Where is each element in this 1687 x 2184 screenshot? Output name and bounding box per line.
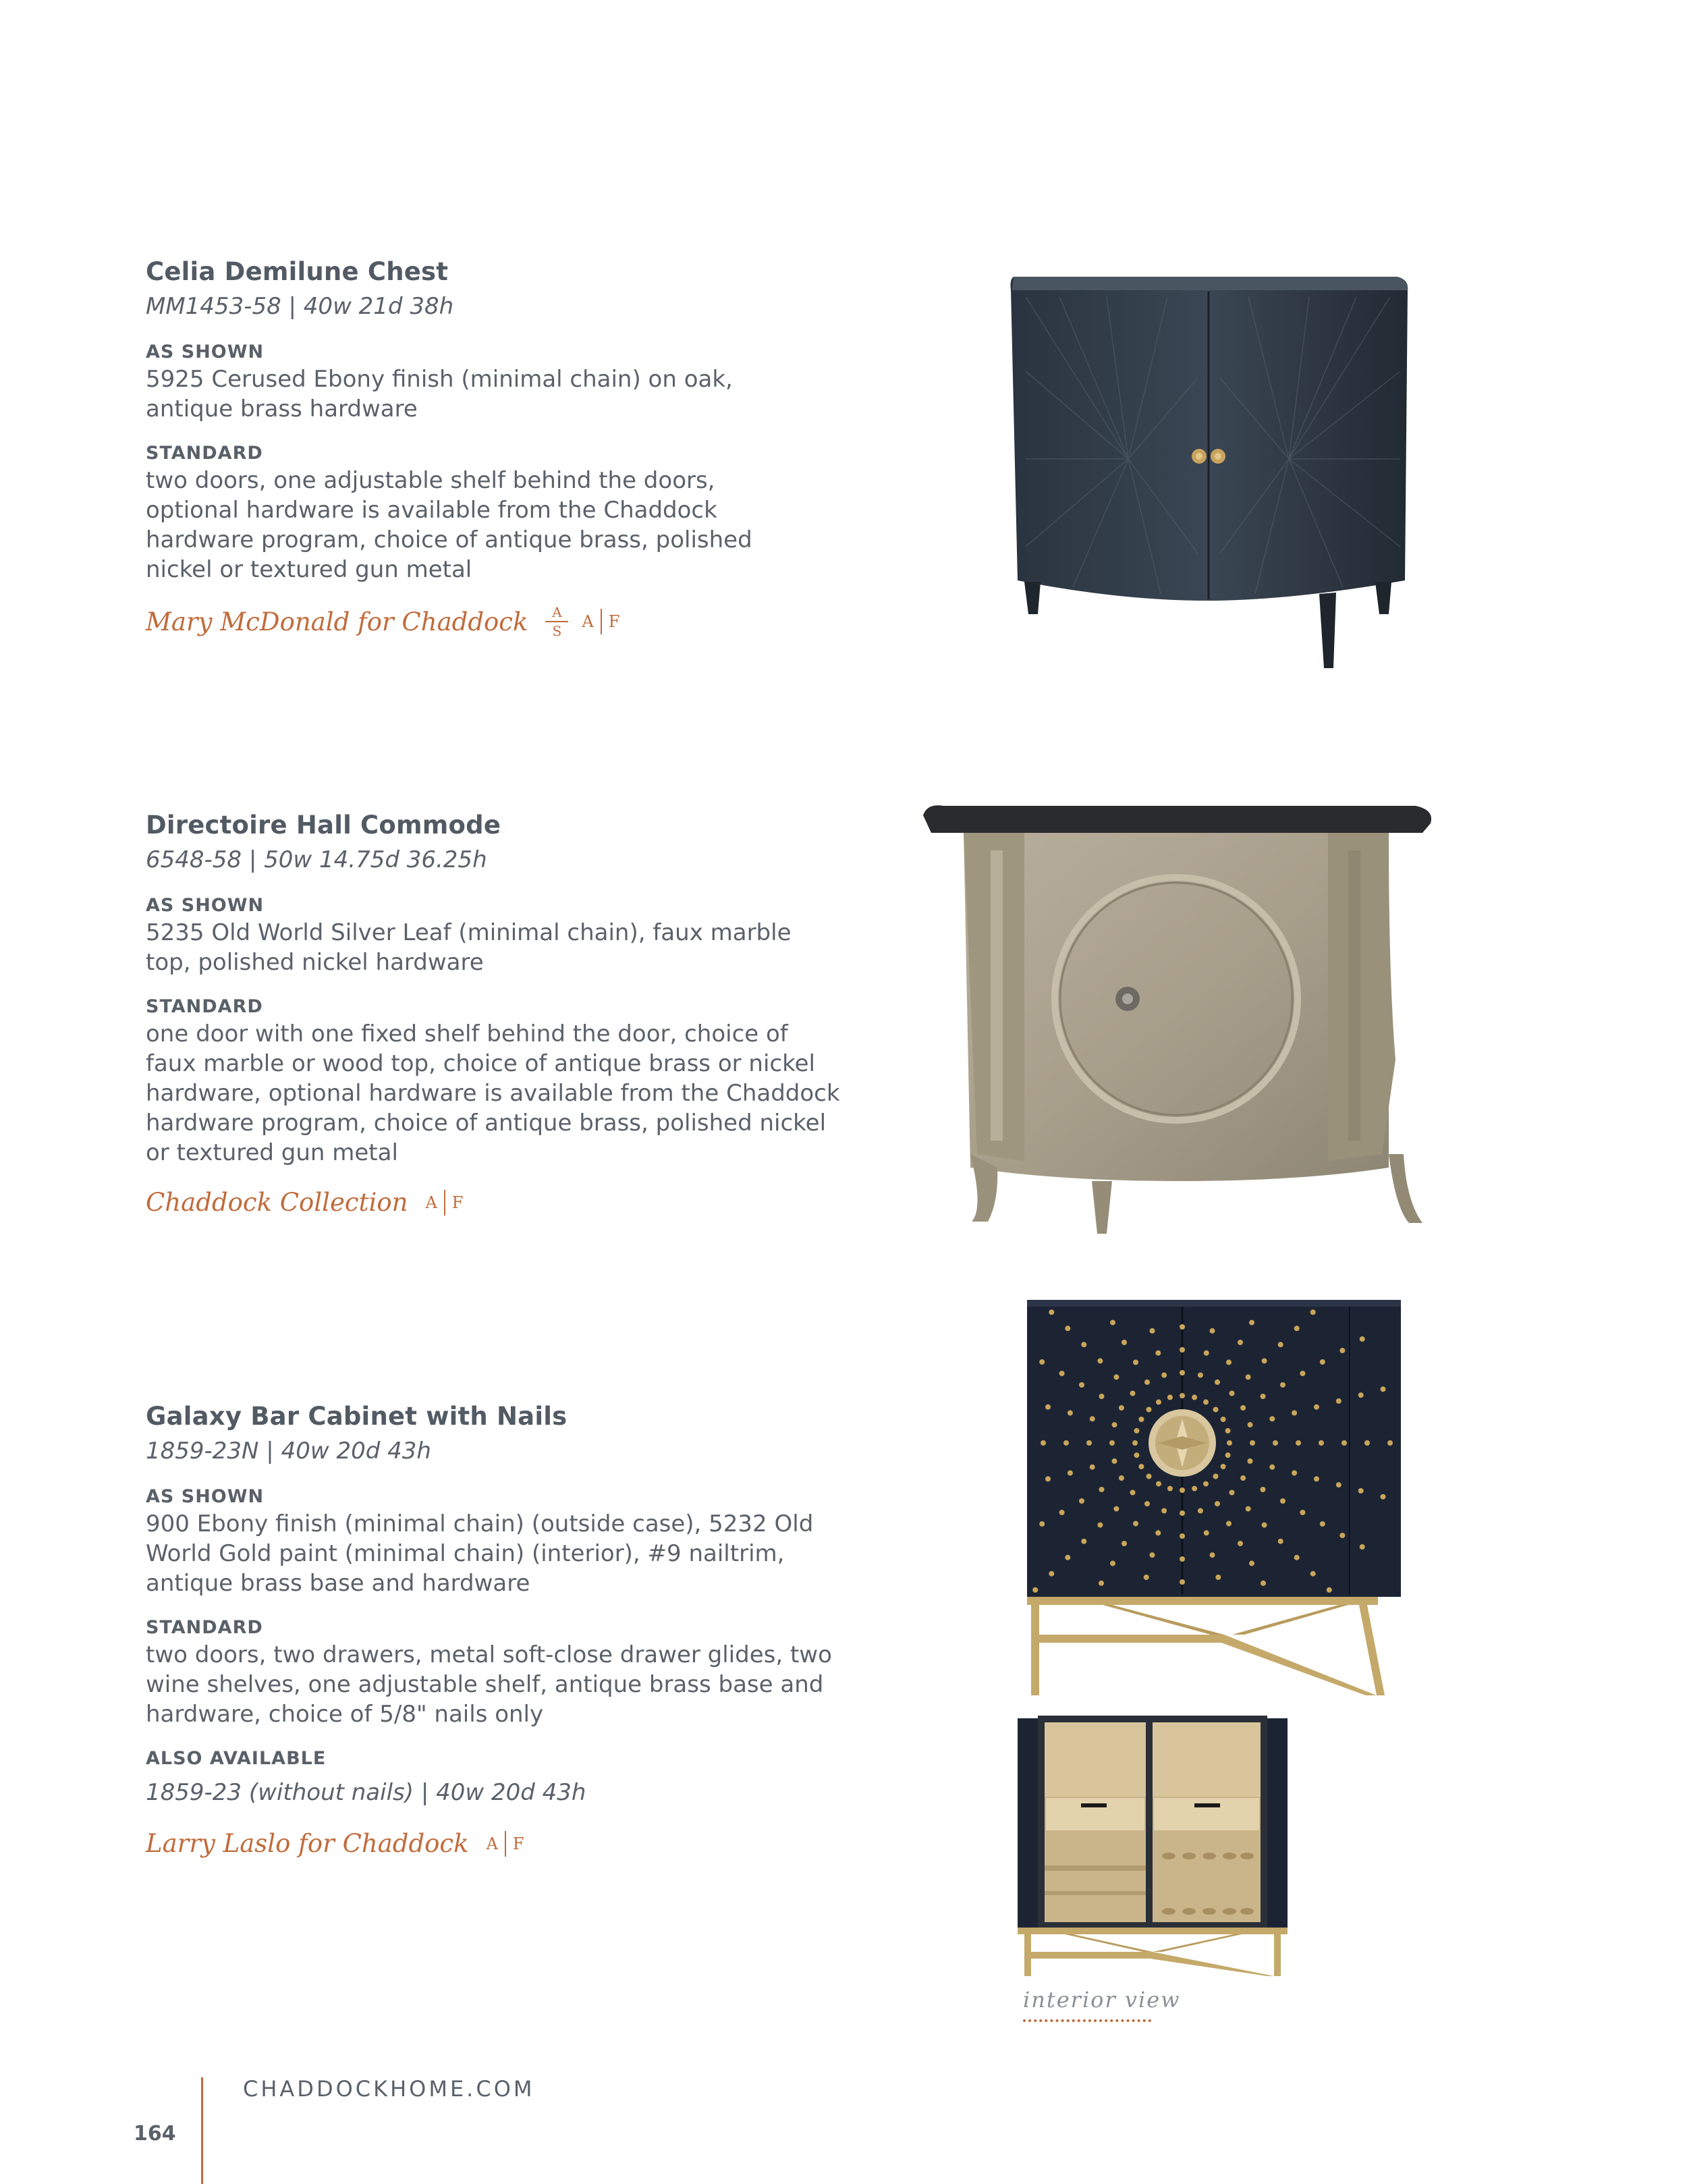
- footer-divider: [201, 2077, 203, 2184]
- product-galaxy-bar-cabinet: [146, 1401, 875, 1858]
- product-title: Galaxy Bar Cabinet with Nails: [146, 1402, 568, 1431]
- product-title: Celia Demilune Chest: [146, 257, 449, 286]
- standard-text: two doors, one adjustable shelf behind the doors, optional hardware is available from the Chaddock hardware program, choice of antique brass, polished nickel or textured gun metal: [146, 467, 752, 583]
- af-mark: A F: [582, 609, 619, 634]
- interior-view-caption: interior view: [1023, 1987, 1181, 2013]
- collection-marks: [425, 1190, 463, 1216]
- designer-line: [146, 1188, 875, 1217]
- designer-line: [146, 605, 875, 638]
- galaxy-cabinet-image: [1022, 1297, 1406, 1702]
- af-mark: A F: [487, 1831, 524, 1857]
- also-available-sku: 1859-23 (without nails) | 40w 20d 43h: [146, 1779, 586, 1806]
- standard-label: STANDARD: [146, 443, 263, 464]
- collection-marks: [487, 1831, 524, 1857]
- celia-chest-image: [1005, 270, 1410, 675]
- as-shown-text: 900 Ebony finish (minimal chain) (outside case), 5232 Old World Gold paint (minimal chain) (interior), #9 nailtrim, antique brass base and hardware: [146, 1510, 814, 1597]
- as-shown-text: 5235 Old World Silver Leaf (minimal chain), faux marble top, polished nickel hardware: [146, 919, 792, 976]
- standard-label: STANDARD: [146, 996, 263, 1017]
- directoire-commode-image: [923, 803, 1436, 1235]
- galaxy-cabinet-interior-image: [1018, 1716, 1288, 1979]
- designer-name: Mary McDonald for Chaddock: [146, 607, 528, 636]
- product-directoire-hall-commode: [146, 810, 875, 1217]
- collection-marks: [545, 605, 619, 638]
- standard-label: STANDARD: [146, 1617, 263, 1638]
- designer-line: [146, 1829, 875, 1858]
- designer-name: Chaddock Collection: [146, 1188, 408, 1217]
- product-title: Directoire Hall Commode: [146, 811, 501, 840]
- product-sku: 6548-58 | 50w 14.75d 36.25h: [146, 846, 487, 873]
- as-shown-label: AS SHOWN: [146, 1486, 265, 1507]
- designer-name: Larry Laslo for Chaddock: [146, 1829, 469, 1858]
- fraction-mark: $\frac{A}{S}$: [545, 605, 568, 638]
- product-celia-demilune-chest: [146, 256, 875, 638]
- product-sku: MM1453-58 | 40w 21d 38h: [146, 293, 454, 320]
- standard-text: two doors, two drawers, metal soft-close drawer glides, two wine shelves, one adjustable shelf, antique brass base and hardware, choice of 5/8" nails only: [146, 1641, 832, 1728]
- af-mark: A F: [425, 1190, 463, 1216]
- as-shown-label: AS SHOWN: [146, 342, 265, 362]
- page-number: 164: [134, 2122, 176, 2146]
- as-shown-label: AS SHOWN: [146, 895, 265, 916]
- footer-website: CHADDOCKHOME.COM: [243, 2076, 535, 2102]
- also-available-label: ALSO AVAILABLE: [146, 1748, 327, 1769]
- caption-dotted-rule: [1023, 2019, 1151, 2022]
- product-sku: 1859-23N | 40w 20d 43h: [146, 1438, 431, 1465]
- as-shown-text: 5925 Cerused Ebony finish (minimal chain) on oak, antique brass hardware: [146, 366, 733, 422]
- standard-text: one door with one fixed shelf behind the door, choice of faux marble or wood top, choice of antique brass or nickel hardware, optional hardware is available from the Chaddock hardware program, choice of antique brass, polished nickel or textured gun metal: [146, 1020, 840, 1166]
